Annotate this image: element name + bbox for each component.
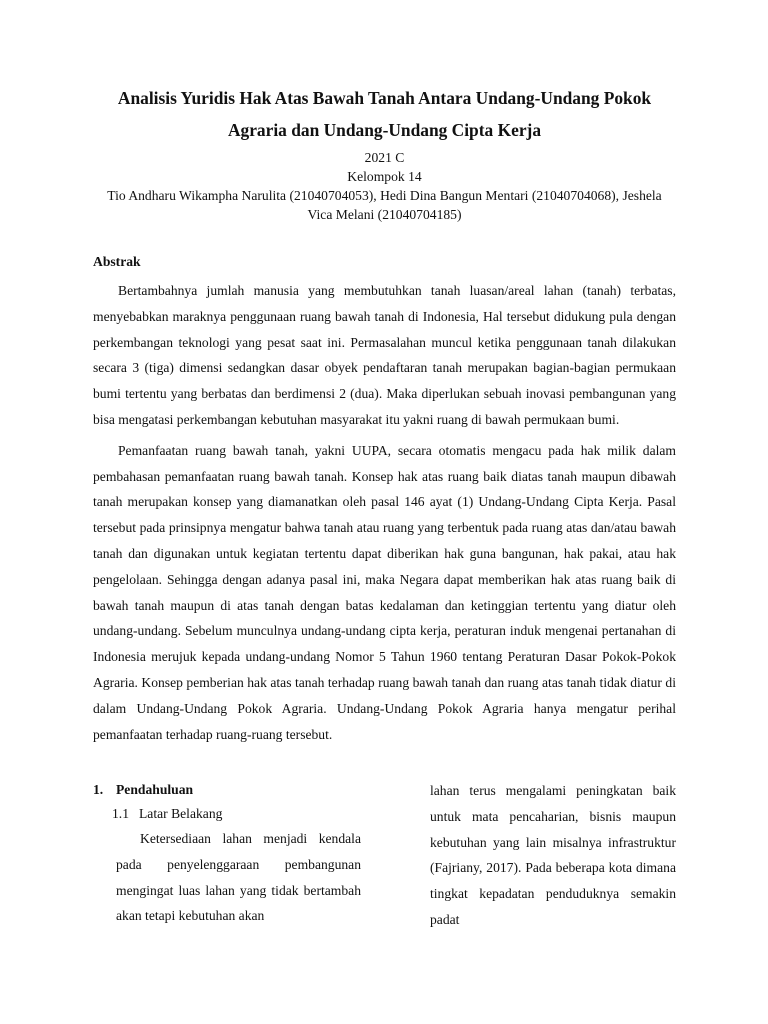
title-line-2: Agraria dan Undang-Undang Cipta Kerja: [227, 120, 542, 140]
right-column-text: lahan terus mengalami peningkatan baik untuk mata pencaharian, bisnis maupun kebutuhan yang lain misalnya infrastruktur (Fajriany, 2017). Pada beberapa kota dimana tingkat kepadatan penduduknya semakin padat: [430, 783, 676, 927]
subsection-number: 1.1: [112, 806, 129, 821]
section-heading: [93, 778, 361, 801]
section-number: 1.: [93, 782, 104, 797]
group-label: Kelompok 14: [347, 169, 422, 184]
paper-title: [93, 82, 676, 147]
body-columns: [93, 778, 676, 1018]
left-column-text: Ketersediaan lahan menjadi kendala pada penyelenggaraan pembangunan mengingat luas lahan yang tidak bertambah akan tetapi kebutuhan akan: [116, 831, 361, 924]
subsection-title: Latar Belakang: [139, 806, 223, 821]
abstract-paragraph-2: Pemanfaatan ruang bawah tanah, yakni UUPA, secara otomatis mengacu pada hak milik dalam pembahasan pemanfaatan ruang bawah tanah. Konsep hak atas ruang baik diatas tanah maupun dibawah tanah merupakan konsep yang diamanatkan oleh pasal 146 ayat (1) Undang-Undang Cipta Kerja. Pasal tersebut pada prinsipnya mengatur bahwa tanah atau ruang yang terbentuk pada ruang atas dan/atau bawah tanah dan digunakan untuk kegiatan tertentu dapat diberikan hak guna bangunan, hak pakai, atau hak pengelolaan. Sehingga dengan adanya pasal ini, maka Negara dapat memberikan hak atas ruang baik di bawah tanah maupun di atas tanah dengan batas kedalaman dan ketinggian tertentu yang diatur oleh undang-undang. Sebelum munculnya undang-undang cipta kerja, peraturan induk mengenai pertanahan di Indonesia merujuk kepada undang-undang Nomor 5 Tahun 1960 tentang Peraturan Dasar Pokok-Pokok Agraria. Konsep pemberian hak atas tanah terhadap ruang bawah tanah dan ruang atas tanah tidak diatur di dalam Undang-Undang Pokok Agraria. Undang-Undang Pokok Agraria hanya mengatur perihal pemanfaatan terhadap ruang-ruang tersebut.: [93, 442, 676, 742]
title-line-1: Analisis Yuridis Hak Atas Bawah Tanah Antara Undang-Undang Pokok: [117, 88, 652, 108]
right-column: [430, 778, 676, 933]
subsection-heading: [112, 801, 361, 826]
paper-meta: [93, 148, 676, 224]
abstract-heading: Abstrak: [93, 254, 141, 269]
authors-line-1: Tio Andharu Wikampha Narulita (21040704053), Hedi Dina Bangun Mentari (21040704068), Jeshela: [107, 188, 662, 203]
paper-page: [93, 82, 676, 747]
abstract-paragraph-1: Bertambahnya jumlah manusia yang membutuhkan tanah luasan/areal lahan (tanah) terbatas, menyebabkan maraknya penggunaan ruang bawah tanah di Indonesia, Hal tersebut didukung pula dengan perkembangan teknologi yang pesat saat ini. Permasalahan muncul ketika penggunaan tanah dilakukan secara 3 (tiga) dimensi sedangkan dasar obyek pendaftaran tanah merupakan bagian-bagian permukaan bumi tertentu yang berbatas dan berdimensi 2 (dua). Maka diperlukan sebuah inovasi pembangunan yang bisa mengatasi perkembangan kebutuhan masyarakat itu yakni ruang di bawah permukaan bumi.: [93, 283, 676, 427]
left-column: [93, 778, 361, 929]
authors-line-2: Vica Melani (21040704185): [307, 207, 462, 222]
class-label: 2021 C: [364, 150, 405, 165]
section-title: Pendahuluan: [116, 782, 194, 797]
